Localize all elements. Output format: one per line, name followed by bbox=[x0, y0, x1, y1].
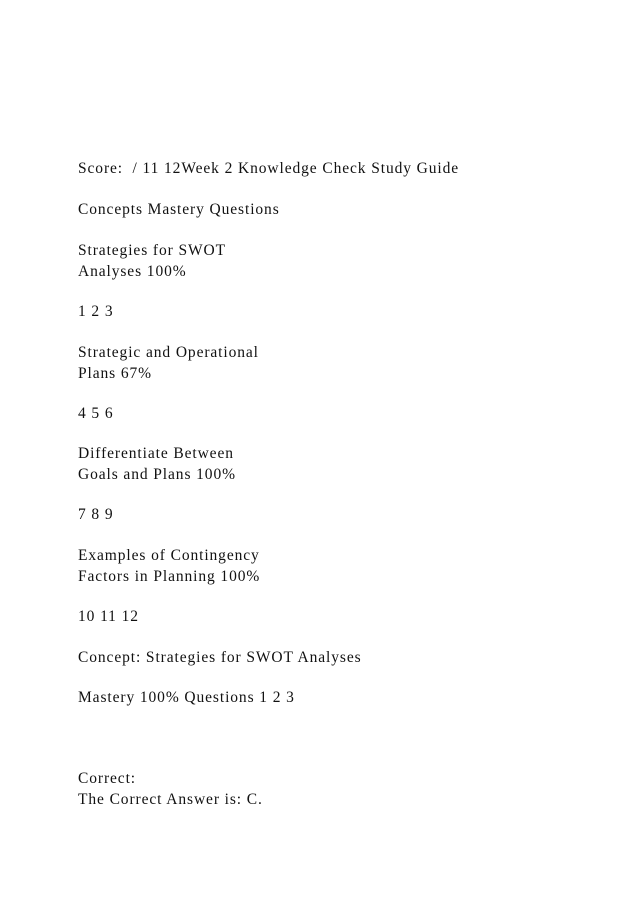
concept-name-line1: Examples of Contingency bbox=[78, 547, 260, 564]
concept-name-line2: Plans 67% bbox=[78, 365, 152, 382]
concept-questions: 1 2 3 bbox=[78, 303, 114, 320]
concept-name-line1: Differentiate Between bbox=[78, 445, 234, 462]
concept-questions: 7 8 9 bbox=[78, 506, 114, 523]
concept-name-line1: Strategic and Operational bbox=[78, 344, 259, 361]
concept-name-line2: Goals and Plans 100% bbox=[78, 466, 236, 483]
concept-name-line1: Strategies for SWOT bbox=[78, 242, 226, 259]
concept-questions: 10 11 12 bbox=[78, 608, 139, 625]
score-header: Score: / 11 12Week 2 Knowledge Check Study Guide bbox=[78, 160, 460, 177]
concept-heading: Concept: Strategies for SWOT Analyses bbox=[78, 649, 362, 666]
correct-answer: The Correct Answer is: C. bbox=[78, 791, 263, 808]
concept-name-line2: Factors in Planning 100% bbox=[78, 568, 261, 585]
concept-questions: 4 5 6 bbox=[78, 405, 114, 422]
mastery-line: Mastery 100% Questions 1 2 3 bbox=[78, 689, 295, 706]
section-title: Concepts Mastery Questions bbox=[78, 201, 280, 218]
correct-label: Correct: bbox=[78, 770, 136, 787]
concept-name-line2: Analyses 100% bbox=[78, 263, 187, 280]
